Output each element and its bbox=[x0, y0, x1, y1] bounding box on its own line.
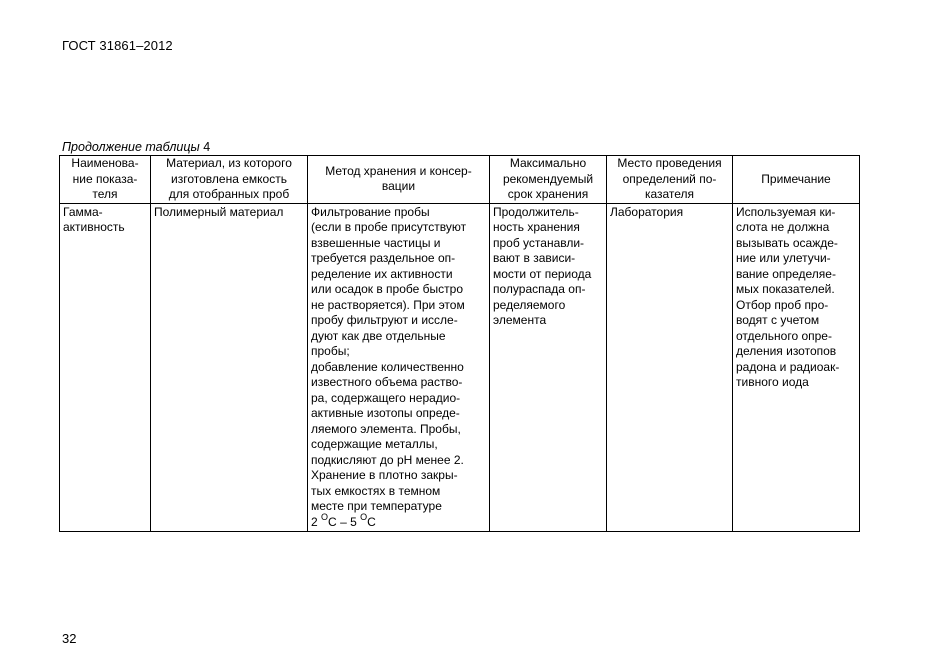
table-caption-number: 4 bbox=[203, 140, 211, 154]
temp-from: 2 bbox=[311, 514, 318, 529]
temp-unit: C bbox=[328, 514, 337, 529]
table-caption bbox=[62, 140, 210, 154]
temp-unit: C bbox=[367, 514, 376, 529]
table-caption-prefix: Продолжение таблицы bbox=[62, 140, 200, 154]
document-standard-header: ГОСТ 31861–2012 bbox=[62, 38, 173, 53]
column-header-storage-time: Максимально рекомендуемый срок хранения bbox=[490, 156, 607, 204]
degree-sign: O bbox=[321, 511, 329, 522]
column-header-note: Примечание bbox=[733, 156, 860, 204]
cell-place: Лаборатория bbox=[607, 203, 733, 532]
column-header-material: Материал, из которого изготовлена емкость для отобранных проб bbox=[151, 156, 308, 204]
cell-storage-method bbox=[308, 203, 490, 532]
temp-to: 5 bbox=[350, 514, 357, 529]
column-header-storage-method: Метод хранения и консер- вации bbox=[308, 156, 490, 204]
column-header-place: Место проведения определений по- казателя bbox=[607, 156, 733, 204]
cell-storage-time: Продолжитель- ность хранения проб устанавли- вают в зависи- мости от периода полураспада оп- ределяемого элемента bbox=[490, 203, 607, 532]
table-row bbox=[60, 203, 860, 532]
temperature-range bbox=[311, 511, 376, 529]
page-number: 32 bbox=[62, 631, 77, 646]
degree-sign: O bbox=[360, 511, 368, 522]
cell-material: Полимерный материал bbox=[151, 203, 308, 532]
column-header-indicator: Наименова- ние показа- теля bbox=[60, 156, 151, 204]
cell-note: Используемая ки- слота не должна вызывать осажде- ние или улетучи- вание определяе- мых показателей. Отбор проб про- водят с учетом отдельного опре- деления изотопов радона и радиоак- тивного иода bbox=[733, 203, 860, 532]
table-header-row bbox=[60, 156, 860, 204]
storage-method-text: Фильтрование пробы (если в пробе присутствуют взвешенные частицы и требуется раздельное оп- ределение их активности или осадок в пробе быстро не растворяется). При этом пробу фильтруют и иссле- дуют как две отдельные пробы; добавление количественно известного объема раство- ра, содержащего нерадио- активные изотопы опреде- ляемого элемента. Пробы, содержащие металлы, подкисляют до рН менее 2. Хранение в плотно закры- тых емкостях в темном месте при температуре bbox=[311, 204, 467, 513]
data-table bbox=[59, 155, 860, 532]
cell-indicator: Гамма- активность bbox=[60, 203, 151, 532]
temp-dash: – bbox=[340, 514, 347, 529]
